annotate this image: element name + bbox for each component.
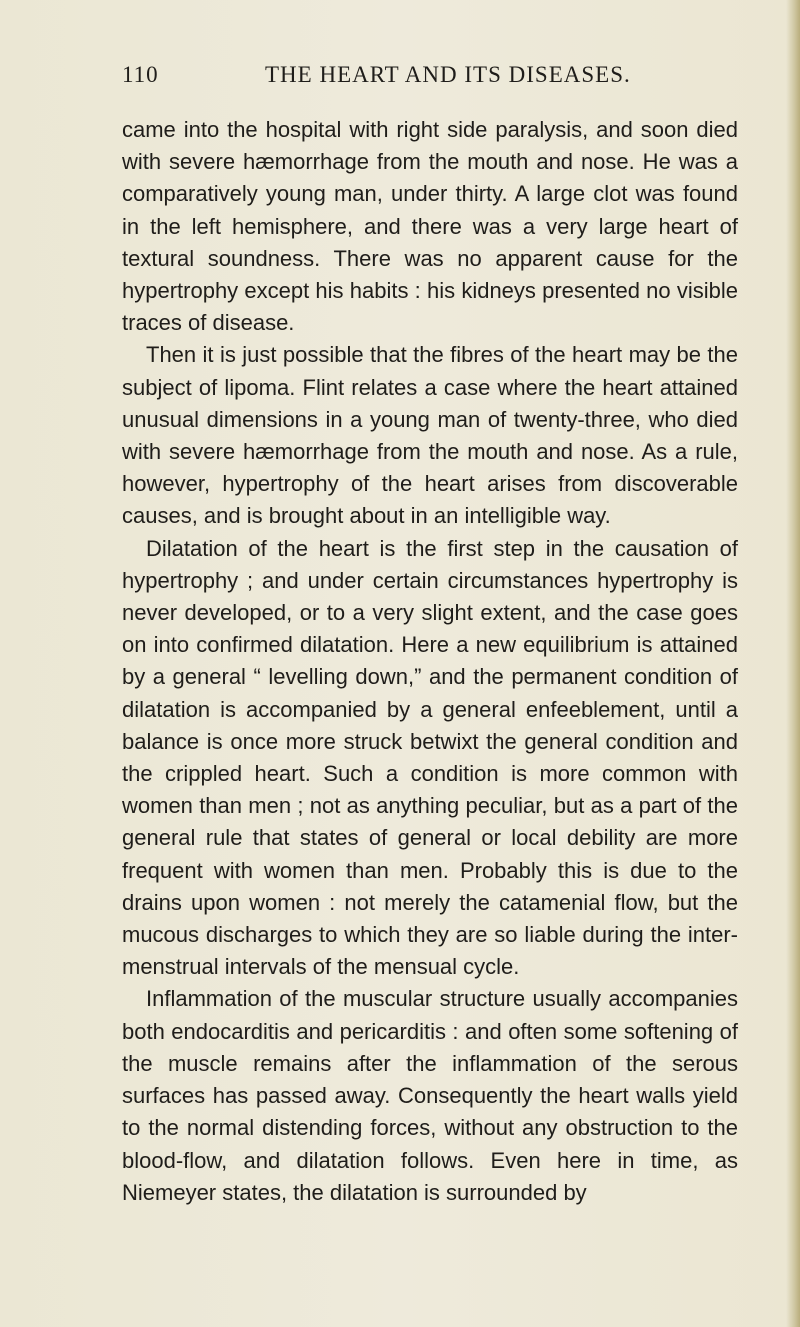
page-number: 110 — [122, 62, 159, 87]
body-text — [122, 114, 738, 1209]
page-header — [122, 62, 692, 92]
paragraph-3: Dilatation of the heart is the first step in the causation of hypertrophy ; and under certain circumstances hypertrophy is never developed, or to a very slight extent, and the case goes on into confirmed dilatation. Here a new equilibrium is attained by a general “ levelling down,” and the permanent condition of dilatation is accompanied by a general enfeeblement, until a balance is once more struck betwixt the general condition and the crippled heart. Such a condition is more common with women than men ; not as anything peculiar, but as a part of the general rule that states of general or local debility are more frequent with women than men. Probably this is due to the drains upon women : not merely the catamenial flow, but the mucous discharges to which they are so liable during the inter-menstrual intervals of the mensual cycle. — [122, 535, 738, 980]
running-head: THE HEART AND ITS DISEASES. — [265, 62, 631, 87]
paragraph-1: came into the hospital with right side paralysis, and soon died with severe hæmorrhage from the mouth and nose. He was a comparatively young man, under thirty. A large clot was found in the left hemisphere, and there was a very large heart of textural soundness. There was no apparent cause for the hypertrophy except his habits : his kidneys presented no visible traces of disease. — [122, 117, 738, 336]
page-edge-shadow — [786, 0, 800, 1327]
paragraph-2: Then it is just possible that the fibres of the heart may be the subject of lipoma. Flint relates a case where the heart attained unusual dimensions in a young man of twenty-three, who died with severe hæmorrhage from the mouth and nose. As a rule, however, hypertrophy of the heart arises from discoverable causes, and is brought about in an intelligible way. — [122, 342, 738, 529]
paragraph-4: Inflammation of the muscular structure usually accompanies both endocarditis and pericarditis : and often some softening of the muscle remains after the inflammation of the serous surfaces has passed away. Consequently the heart walls yield to the normal distending forces, without any obstruction to the blood-flow, and dilatation follows. Even here in time, as Niemeyer states, the dilatation is surrounded by — [122, 986, 738, 1205]
